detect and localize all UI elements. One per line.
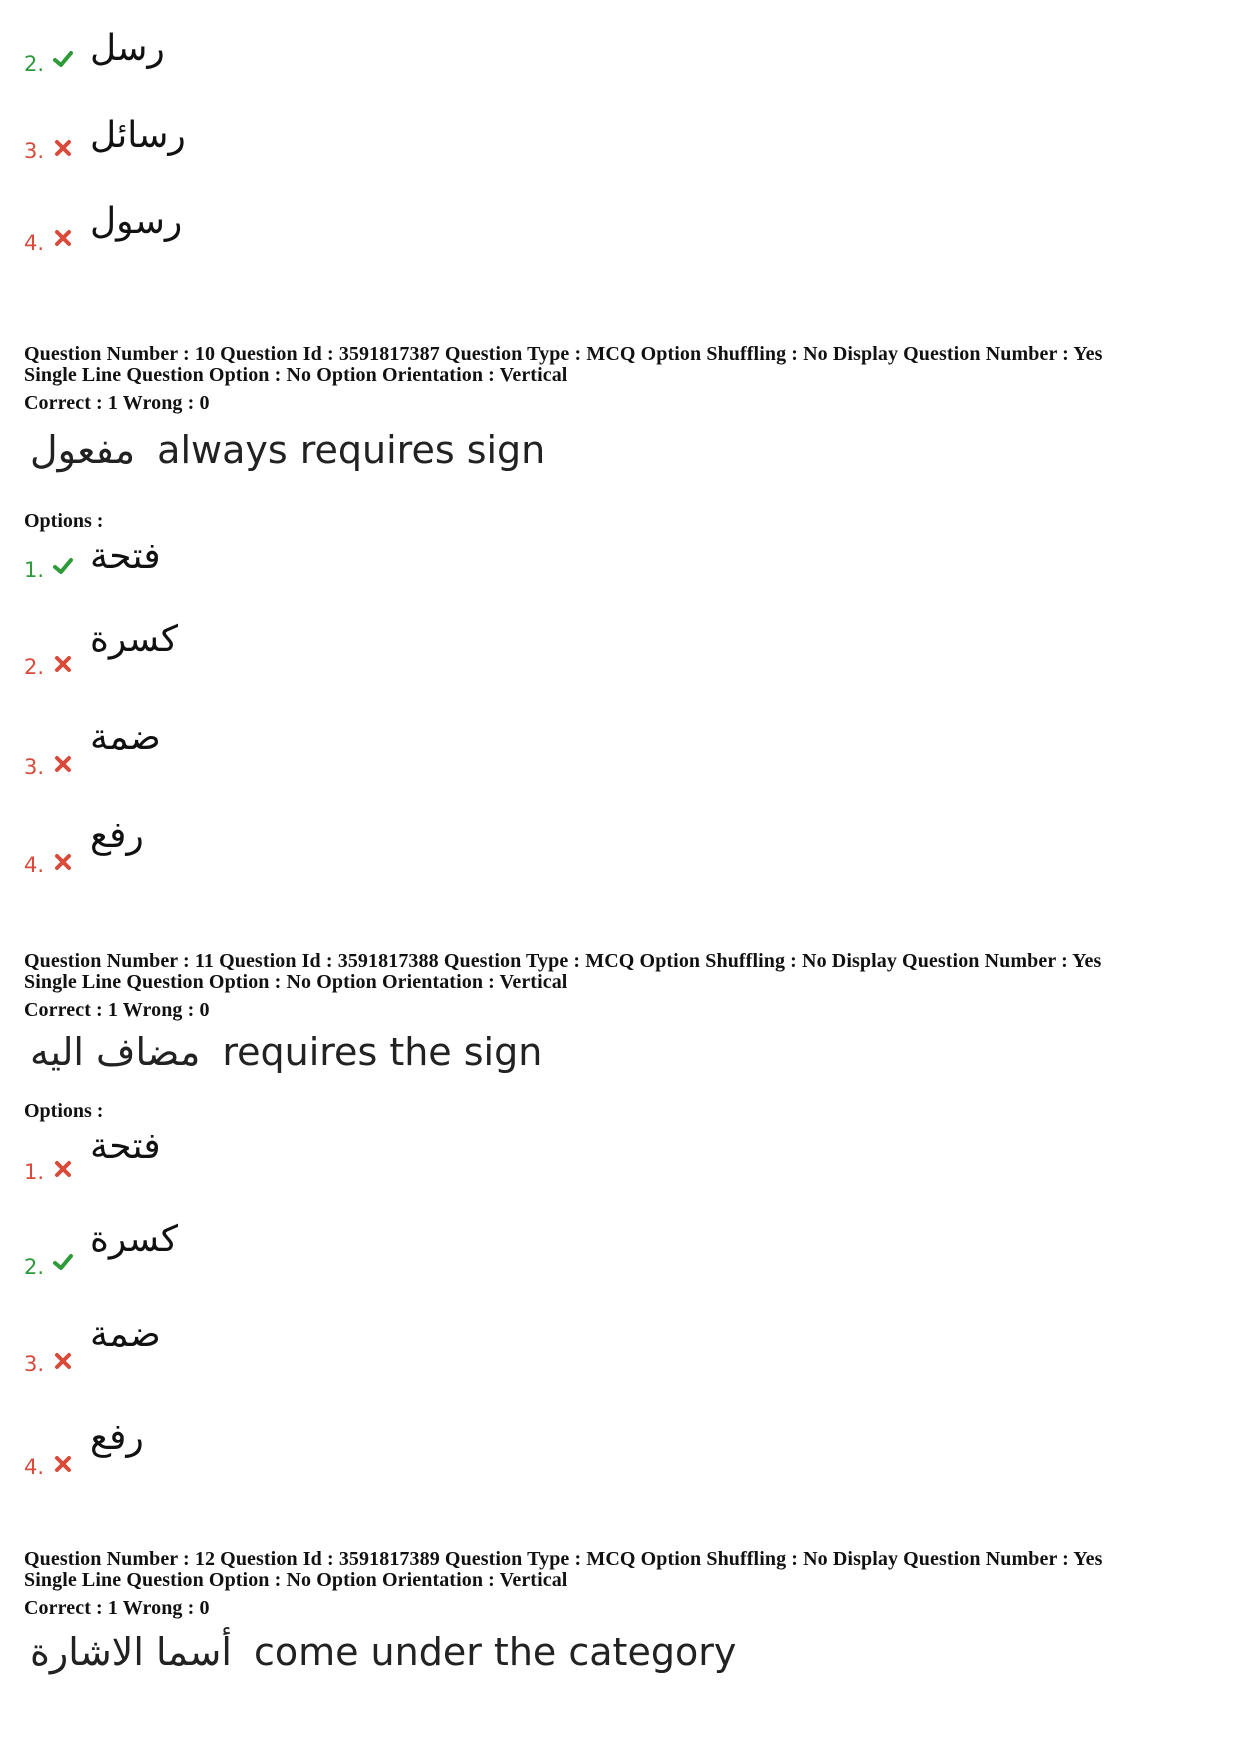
cross-icon [52, 753, 74, 775]
option-row [0, 115, 400, 175]
option-text: ضمة [90, 1314, 161, 1355]
options-label: Options : [24, 1100, 104, 1122]
question-meta-line: Single Line Question Option : No Option Orientation : Vertical [24, 1569, 568, 1591]
option-number: 3. [24, 139, 45, 163]
question-score-line: Correct : 1 Wrong : 0 [24, 392, 210, 414]
option-row [0, 815, 400, 883]
option-row [0, 1126, 400, 1190]
option-text: ضمة [90, 717, 161, 758]
check-icon [52, 1251, 74, 1273]
option-number: 3. [24, 1352, 45, 1376]
question-english: requires the sign [222, 1030, 543, 1074]
option-row [0, 28, 400, 88]
question-text [30, 428, 545, 472]
option-text: رفع [90, 1417, 144, 1458]
question-meta-line: Question Number : 11 Question Id : 3591817388 Question Type : MCQ Option Shuffling : No Display Question Number : Yes [24, 950, 1102, 972]
option-number: 4. [24, 231, 45, 255]
question-meta-line: Question Number : 10 Question Id : 3591817387 Question Type : MCQ Option Shuffling : No Display Question Number : Yes [24, 343, 1103, 365]
option-number: 4. [24, 853, 45, 877]
question-text [30, 1030, 542, 1074]
question-meta-line: Single Line Question Option : No Option Orientation : Vertical [24, 364, 568, 386]
option-row [0, 1314, 400, 1382]
question-english: always requires sign [157, 428, 546, 472]
question-meta-line: Single Line Question Option : No Option Orientation : Vertical [24, 971, 568, 993]
option-number: 3. [24, 755, 45, 779]
question-text [30, 1630, 736, 1674]
option-row [0, 619, 400, 685]
option-number: 2. [24, 655, 45, 679]
question-arabic: مضاف اليه [30, 1030, 201, 1074]
cross-icon [52, 1350, 74, 1372]
cross-icon [52, 227, 74, 249]
option-number: 1. [24, 558, 45, 582]
option-text: رفع [90, 815, 144, 856]
check-icon [52, 555, 74, 577]
option-row [0, 1417, 400, 1485]
option-row [0, 201, 400, 267]
question-arabic: مفعول [30, 428, 136, 472]
option-number: 4. [24, 1455, 45, 1479]
question-score-line: Correct : 1 Wrong : 0 [24, 999, 210, 1021]
cross-icon [52, 137, 74, 159]
option-text: فتحة [90, 1126, 161, 1167]
option-text: رسل [90, 28, 165, 69]
cross-icon [52, 653, 74, 675]
question-arabic: أسما الاشارة [30, 1630, 232, 1674]
option-text: كسرة [90, 1219, 178, 1260]
question-english: come under the category [253, 1630, 737, 1674]
cross-icon [52, 851, 74, 873]
option-row [0, 1219, 400, 1285]
options-label: Options : [24, 510, 104, 532]
option-text: فتحة [90, 536, 161, 577]
option-number: 2. [24, 1255, 45, 1279]
check-icon [52, 48, 74, 70]
option-row [0, 536, 400, 600]
question-meta-line: Question Number : 12 Question Id : 3591817389 Question Type : MCQ Option Shuffling : No Display Question Number : Yes [24, 1548, 1103, 1570]
option-text: رسول [90, 201, 183, 242]
question-score-line: Correct : 1 Wrong : 0 [24, 1597, 210, 1619]
option-text: رسائل [90, 115, 186, 156]
cross-icon [52, 1158, 74, 1180]
option-row [0, 717, 400, 785]
option-number: 1. [24, 1160, 45, 1184]
option-number: 2. [24, 52, 45, 76]
cross-icon [52, 1453, 74, 1475]
option-text: كسرة [90, 619, 178, 660]
